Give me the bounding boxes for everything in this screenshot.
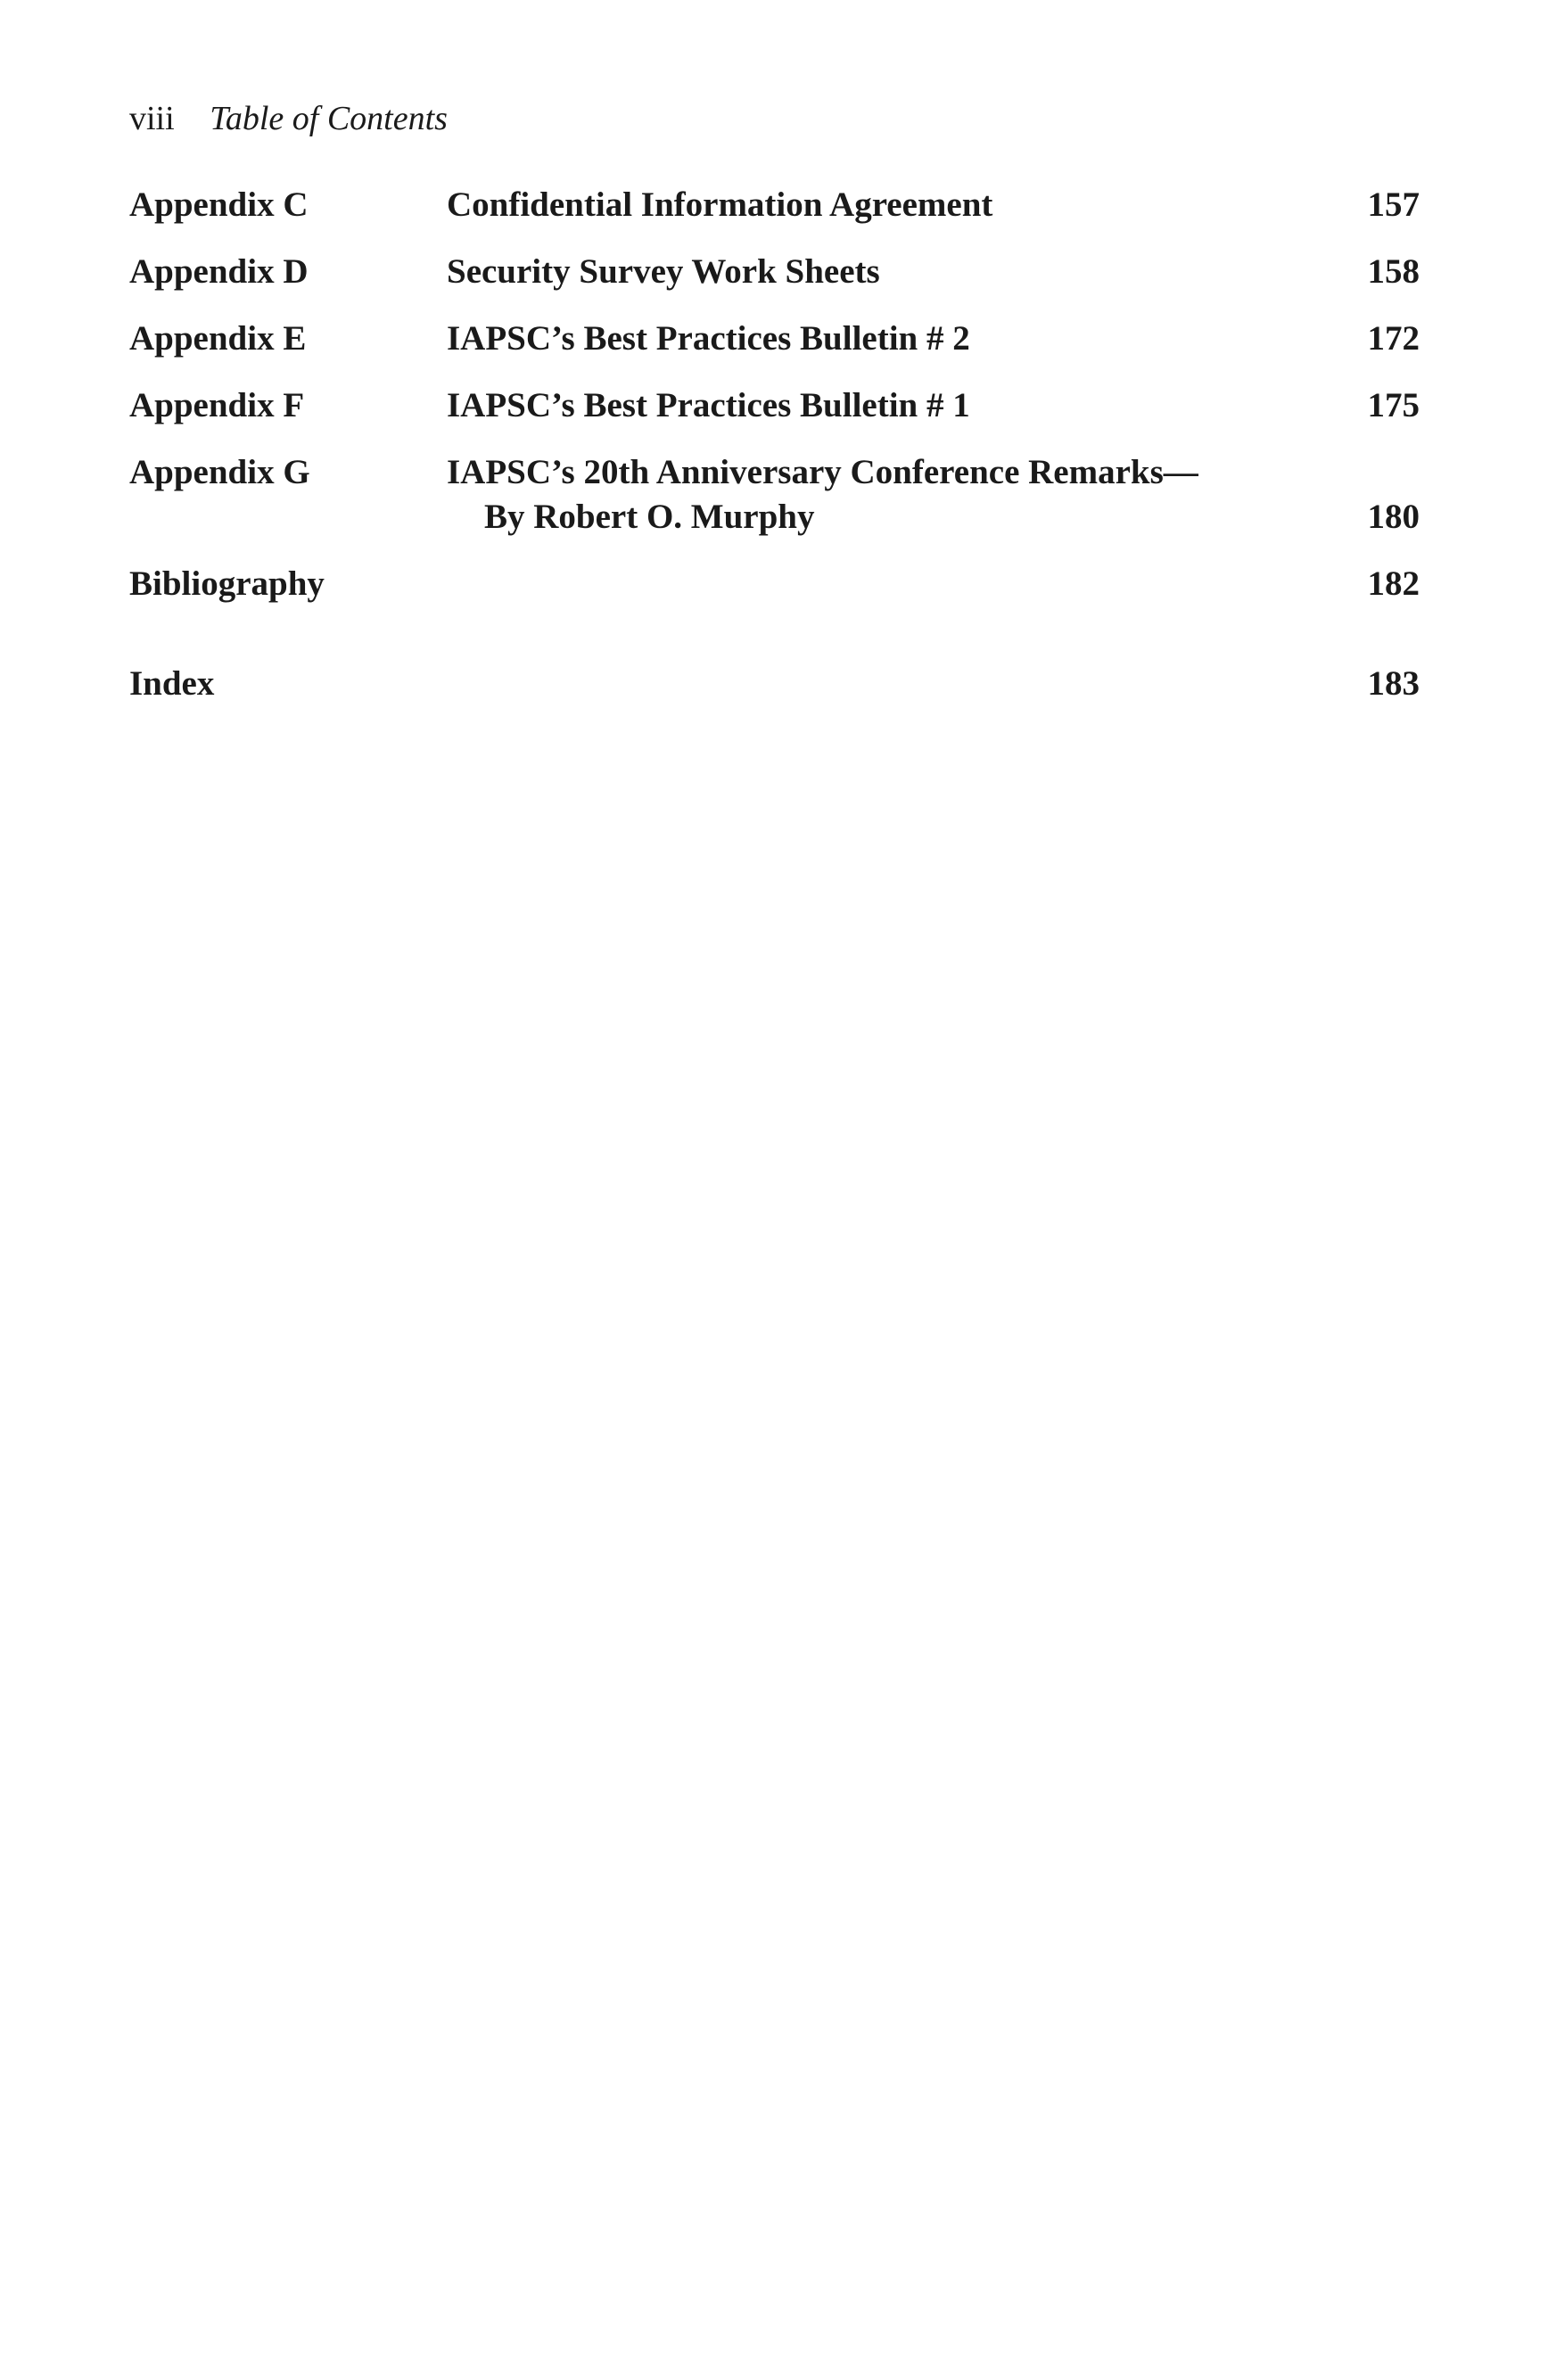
toc-entry-label: Appendix F bbox=[129, 386, 305, 424]
toc-entry-title bbox=[447, 450, 1368, 539]
toc-entry-appendix-f[interactable] bbox=[129, 383, 1420, 428]
toc-entry-page: 158 bbox=[1367, 252, 1420, 291]
table-of-contents bbox=[129, 183, 1420, 706]
toc-entry-appendix-g[interactable] bbox=[129, 450, 1420, 539]
running-head-title: Table of Contents bbox=[210, 100, 448, 137]
toc-entry-title: IAPSC’s Best Practices Bulletin # 2 bbox=[447, 319, 970, 358]
toc-entry-page: 183 bbox=[1367, 664, 1420, 703]
page-number: viii bbox=[129, 100, 175, 137]
toc-entry-appendix-e[interactable] bbox=[129, 317, 1420, 361]
toc-entry-page: 180 bbox=[1367, 498, 1420, 536]
toc-entry-page: 172 bbox=[1367, 319, 1420, 358]
toc-entry-page: 157 bbox=[1367, 185, 1420, 224]
running-head bbox=[129, 96, 448, 141]
toc-entry-label: Appendix E bbox=[129, 319, 307, 358]
toc-entry-appendix-d[interactable] bbox=[129, 250, 1420, 294]
toc-entry-index[interactable] bbox=[129, 662, 1420, 706]
toc-entry-title: IAPSC’s Best Practices Bulletin # 1 bbox=[447, 386, 970, 424]
toc-entry-title-line2: By Robert O. Murphy bbox=[484, 498, 815, 536]
toc-entry-title: Confidential Information Agreement bbox=[447, 185, 993, 224]
toc-entry-label: Index bbox=[129, 664, 215, 703]
toc-entry-appendix-c[interactable] bbox=[129, 183, 1420, 227]
toc-entry-title-line1: IAPSC’s 20th Anniversary Conference Remarks— bbox=[447, 453, 1198, 491]
toc-entry-label: Appendix D bbox=[129, 252, 309, 291]
toc-entry-label: Bibliography bbox=[129, 564, 325, 603]
toc-entry-page: 182 bbox=[1367, 564, 1420, 603]
toc-entry-label: Appendix G bbox=[129, 453, 310, 491]
toc-entry-label: Appendix C bbox=[129, 185, 309, 224]
toc-entry-title: Security Survey Work Sheets bbox=[447, 252, 880, 291]
toc-entry-page: 175 bbox=[1367, 386, 1420, 424]
toc-entry-bibliography[interactable] bbox=[129, 562, 1420, 606]
